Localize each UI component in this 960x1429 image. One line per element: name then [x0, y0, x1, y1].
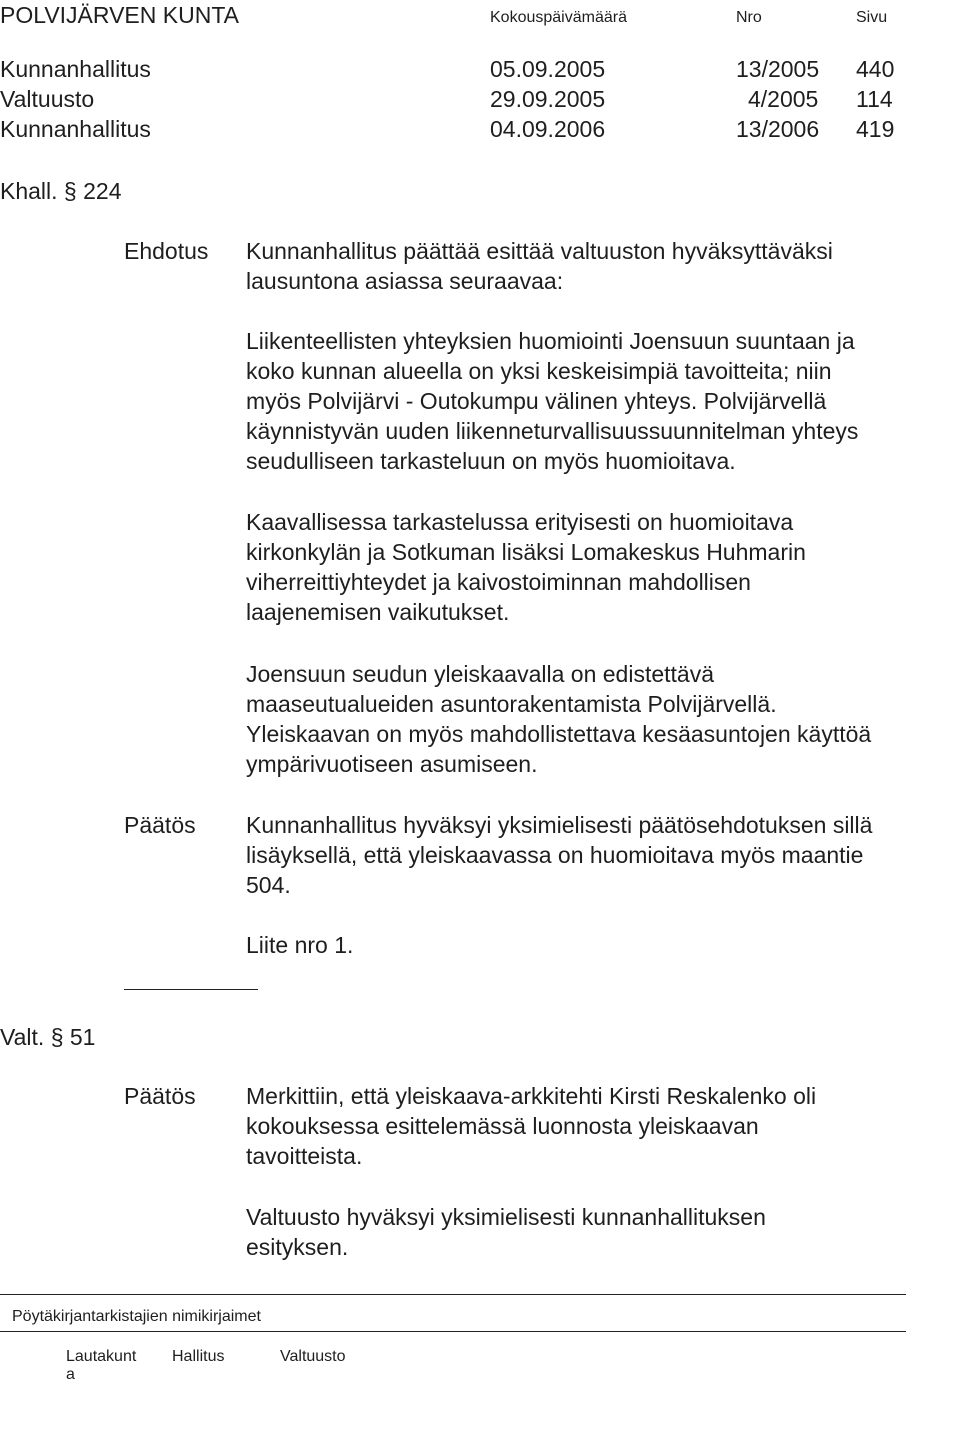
meeting-page: 419	[856, 116, 895, 142]
text-line: koko kunnan alueella on yksi keskeisimpiä tavoitteita; niin	[246, 358, 832, 384]
meeting-nro: 4/2005	[748, 86, 819, 112]
footer-col-lautakunta	[66, 1348, 136, 1384]
meeting-date: 29.09.2005	[490, 86, 606, 112]
proposal-paragraph	[246, 659, 960, 779]
text-line: Liikenteellisten yhteyksien huomiointi Joensuun suuntaan ja	[246, 328, 855, 354]
col-header-nro: Nro	[736, 9, 762, 26]
text-line: Valtuusto hyväksyi yksimielisesti kunnanhallituksen	[246, 1204, 766, 1230]
ehdotus-label: Ehdotus	[124, 238, 209, 264]
meeting-body: Kunnanhallitus	[0, 56, 151, 82]
text-line: esityksen.	[246, 1234, 349, 1260]
khall-decision-text	[246, 810, 960, 900]
meeting-body: Kunnanhallitus	[0, 116, 151, 142]
text-line: kirkonkylän ja Sotkuman lisäksi Lomakeskus Huhmarin	[246, 539, 806, 565]
ehdotus-text	[246, 236, 960, 296]
footer-mid-rule	[0, 1331, 906, 1332]
text-line: ympärivuotiseen asumiseen.	[246, 751, 538, 777]
text-line: laajenemisen vaikutukset.	[246, 599, 510, 625]
text-line: viherreittiyhteydet ja kaivostoiminnan mahdollisen	[246, 569, 751, 595]
text-line: maaseutualueiden asuntorakentamista Polvijärvellä.	[246, 691, 777, 717]
valt-decision-paragraph	[246, 1202, 960, 1262]
valt-section-ref: Valt. § 51	[0, 1024, 96, 1050]
meeting-date: 04.09.2006	[490, 116, 606, 142]
meeting-nro: 13/2005	[736, 56, 820, 82]
text-line: Yleiskaavan on myös mahdollistettava kesäasuntojen käyttöä	[246, 721, 872, 747]
footer-title: Pöytäkirjantarkistajien nimikirjaimet	[12, 1308, 261, 1325]
text-line: kokouksessa esittelemässä luonnosta yleiskaavan	[246, 1113, 759, 1139]
valt-paatos-label: Päätös	[124, 1083, 196, 1109]
text-line: Kunnanhallitus hyväksyi yksimielisesti päätösehdotuksen sillä	[246, 812, 873, 838]
text-line: käynnistyvän uuden liikenneturvallisuussuunnitelman yhteys	[246, 418, 859, 444]
attachment-note: Liite nro 1.	[246, 932, 354, 958]
text-line: myös Polvijärvi - Outokumpu välinen yhteys. Polvijärvellä	[246, 388, 827, 414]
col-header-sivu: Sivu	[856, 9, 888, 26]
khall-paatos-label: Päätös	[124, 812, 196, 838]
org-name: POLVIJÄRVEN KUNTA	[0, 2, 240, 28]
meeting-date: 05.09.2005	[490, 56, 606, 82]
footer-col-hallitus: Hallitus	[172, 1348, 225, 1365]
text-line: Kaavallisessa tarkastelussa erityisesti on huomioitava	[246, 509, 794, 535]
proposal-paragraph	[246, 326, 960, 476]
col-header-date: Kokouspäivämäärä	[490, 9, 627, 26]
text-line: Joensuun seudun yleiskaavalla on edistettävä	[246, 661, 714, 687]
proposal-paragraph	[246, 507, 960, 627]
footer-col-valtuusto: Valtuusto	[280, 1348, 346, 1365]
meeting-page: 440	[856, 56, 895, 82]
text-line: Kunnanhallitus päättää esittää valtuuston hyväksyttäväksi	[246, 238, 833, 264]
text-line: seudulliseen tarkasteluun on myös huomioitava.	[246, 448, 736, 474]
footer-col-line: a	[66, 1366, 75, 1383]
section-divider	[124, 989, 258, 990]
text-line: tavoitteista.	[246, 1143, 363, 1169]
footer-col-line: Lautakunt	[66, 1348, 137, 1365]
meeting-body: Valtuusto	[0, 86, 95, 112]
khall-section-ref: Khall. § 224	[0, 178, 122, 204]
meeting-page: 114	[856, 86, 893, 112]
text-line: Merkittiin, että yleiskaava-arkkitehti Kirsti Reskalenko oli	[246, 1083, 817, 1109]
text-line: 504.	[246, 872, 291, 898]
footer-top-rule	[0, 1294, 906, 1295]
meeting-nro: 13/2006	[736, 116, 820, 142]
text-line: lisäyksellä, että yleiskaavassa on huomioitava myös maantie	[246, 842, 864, 868]
text-line: lausuntona asiassa seuraavaa:	[246, 268, 564, 294]
valt-decision-paragraph	[246, 1081, 960, 1171]
